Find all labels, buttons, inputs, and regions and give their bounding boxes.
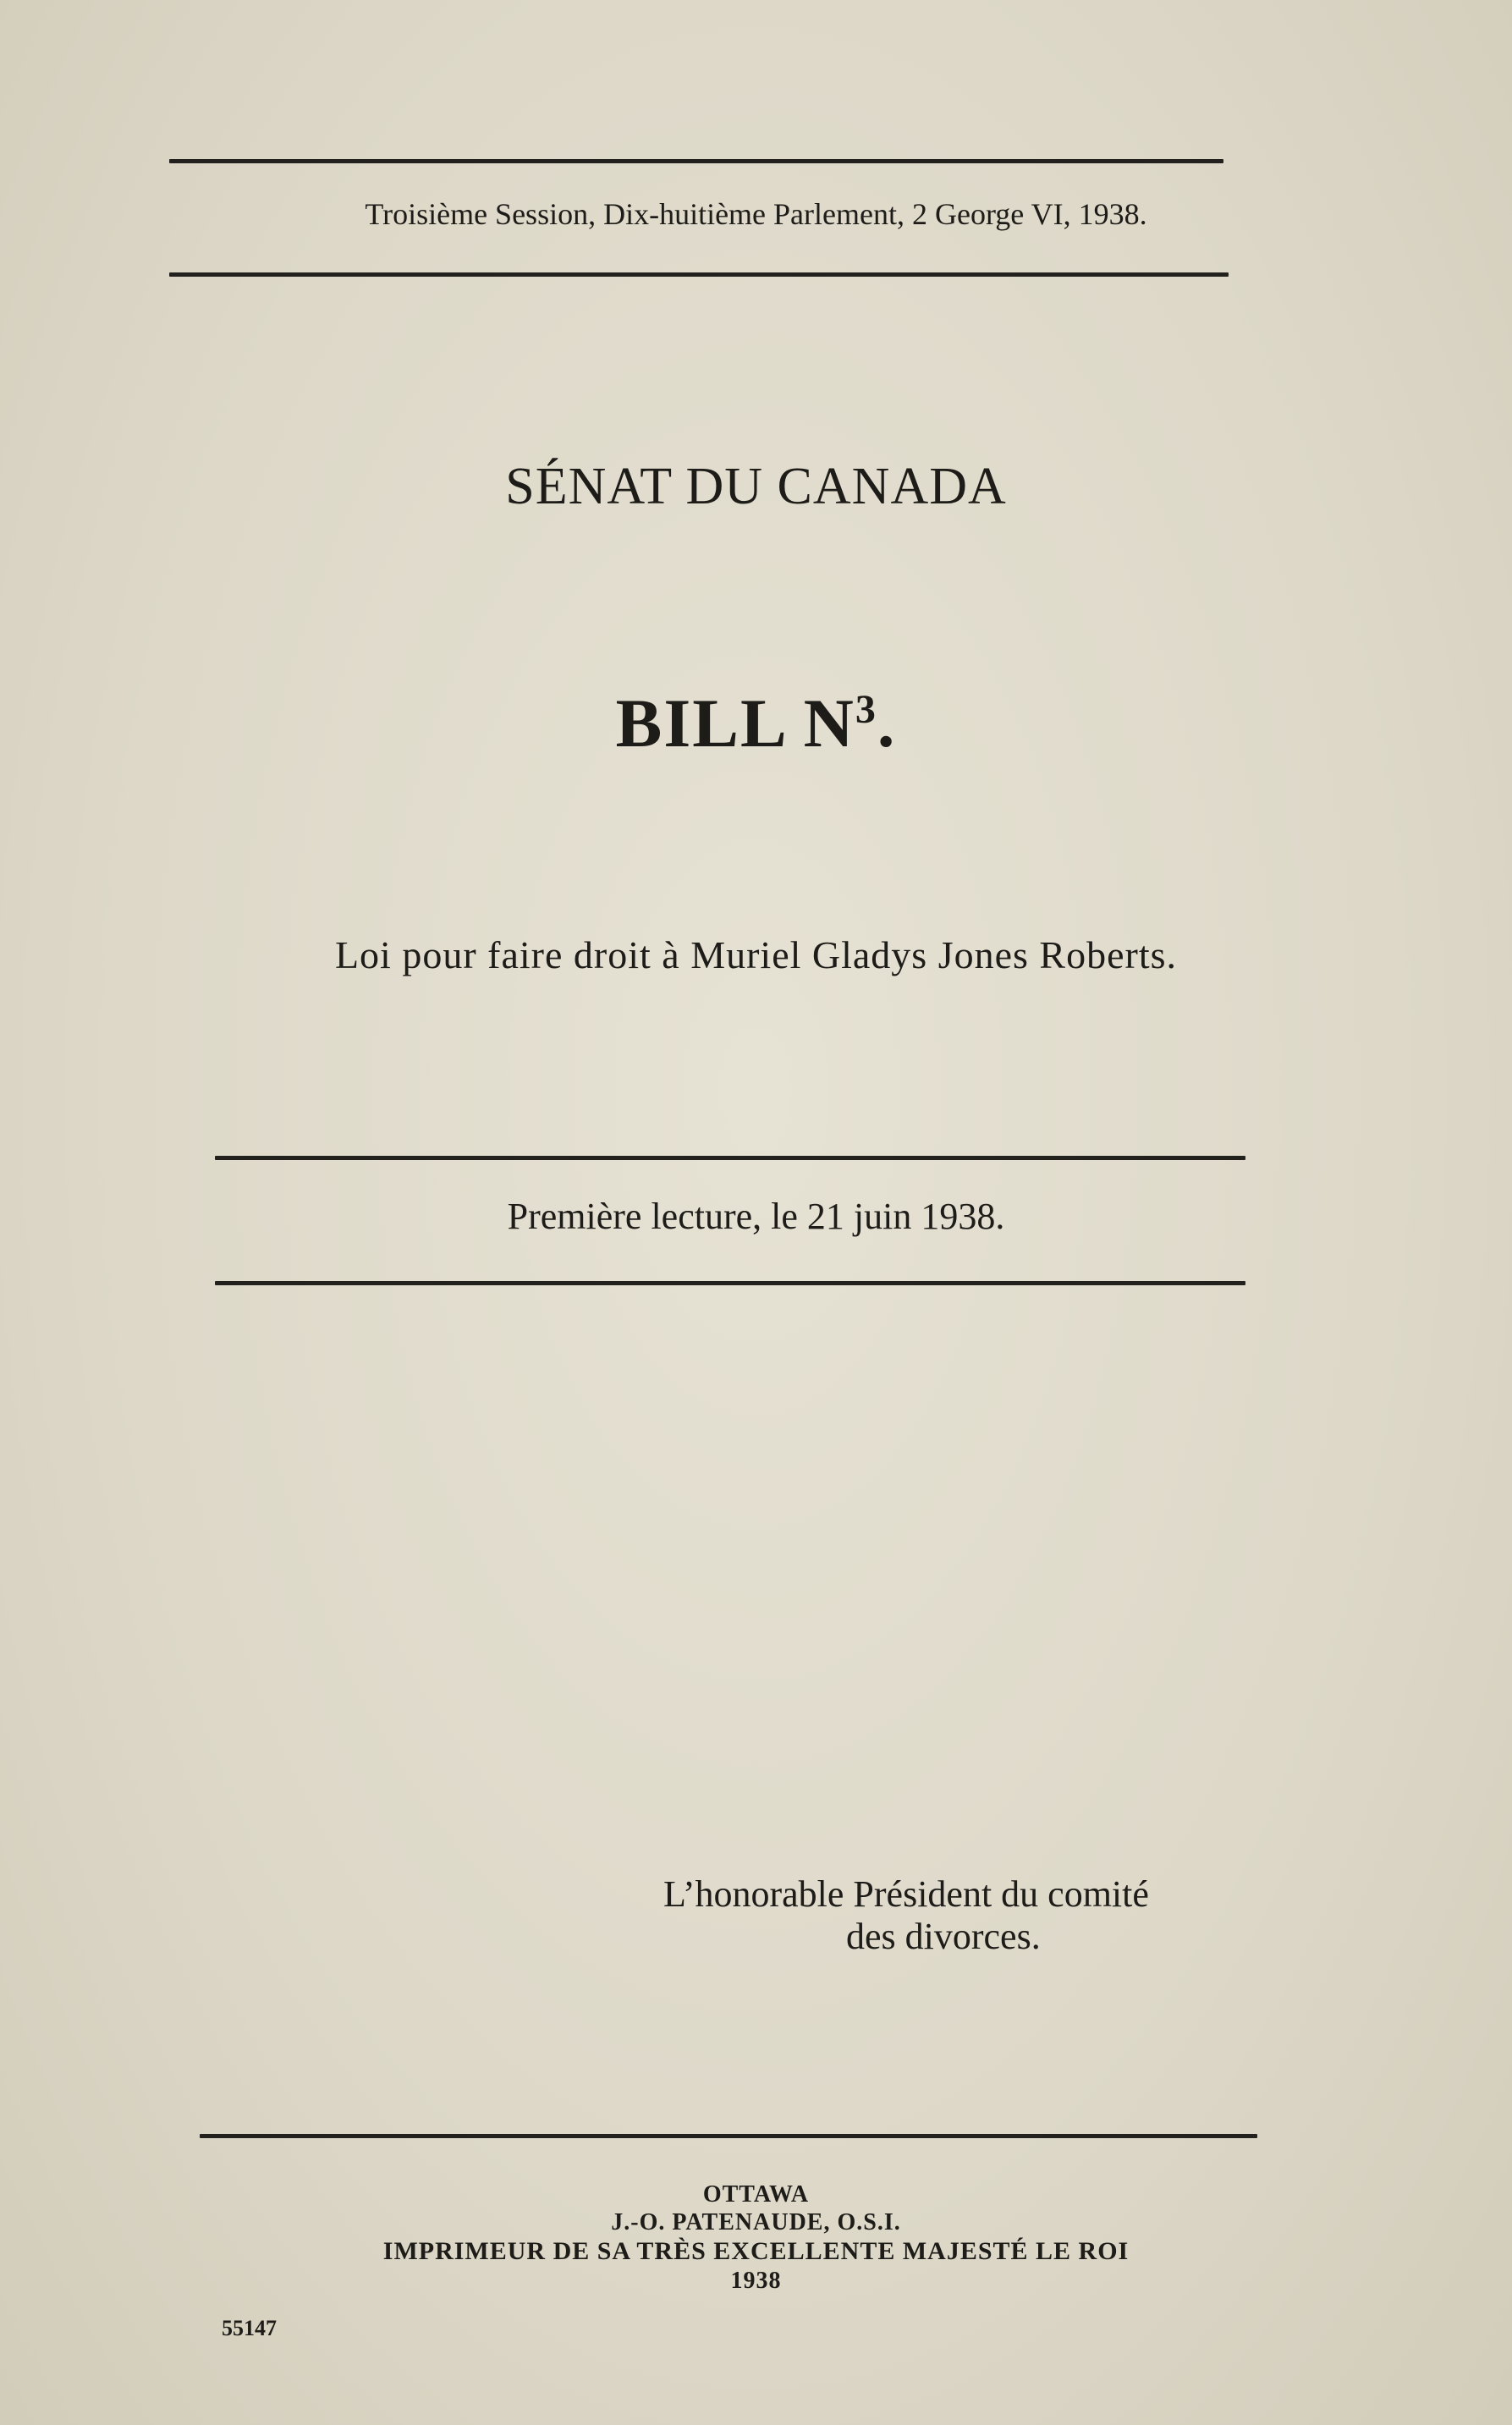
sponsor [663, 1873, 1149, 1958]
job-number: 55147 [222, 2316, 277, 2340]
reading-top-rule [215, 1156, 1245, 1160]
session-bottom-rule [169, 272, 1229, 277]
imprint-office: IMPRIMEUR DE SA TRÈS EXCELLENTE MAJESTÉ LE ROI [382, 2237, 1130, 2265]
reading-bottom-rule [215, 1281, 1245, 1285]
imprint-city: OTTAWA [702, 2181, 810, 2208]
bill-title [0, 684, 1512, 763]
imprint-rule [200, 2134, 1257, 2138]
bill-label: BILL N [615, 685, 855, 762]
top-rule [169, 159, 1223, 163]
imprint-printer: J.-O. PATENAUDE, O.S.I. [611, 2209, 901, 2235]
sponsor-line-1: L’honorable Président du comité [663, 1873, 1149, 1915]
first-reading-date: Première lecture, le 21 juin 1938. [507, 1196, 1005, 1237]
bill-number: 3 [855, 687, 877, 732]
imprint-year: 1938 [730, 2268, 782, 2294]
bill-subtitle: Loi pour faire droit à Muriel Gladys Jones Roberts. [334, 933, 1178, 976]
bill-period: . [877, 685, 897, 762]
sponsor-line-2: des divorces. [846, 1916, 1041, 1957]
session-line: Troisième Session, Dix-huitième Parlement, 2 George VI, 1938. [365, 197, 1147, 231]
senate-title: SÉNAT DU CANADA [505, 458, 1007, 515]
